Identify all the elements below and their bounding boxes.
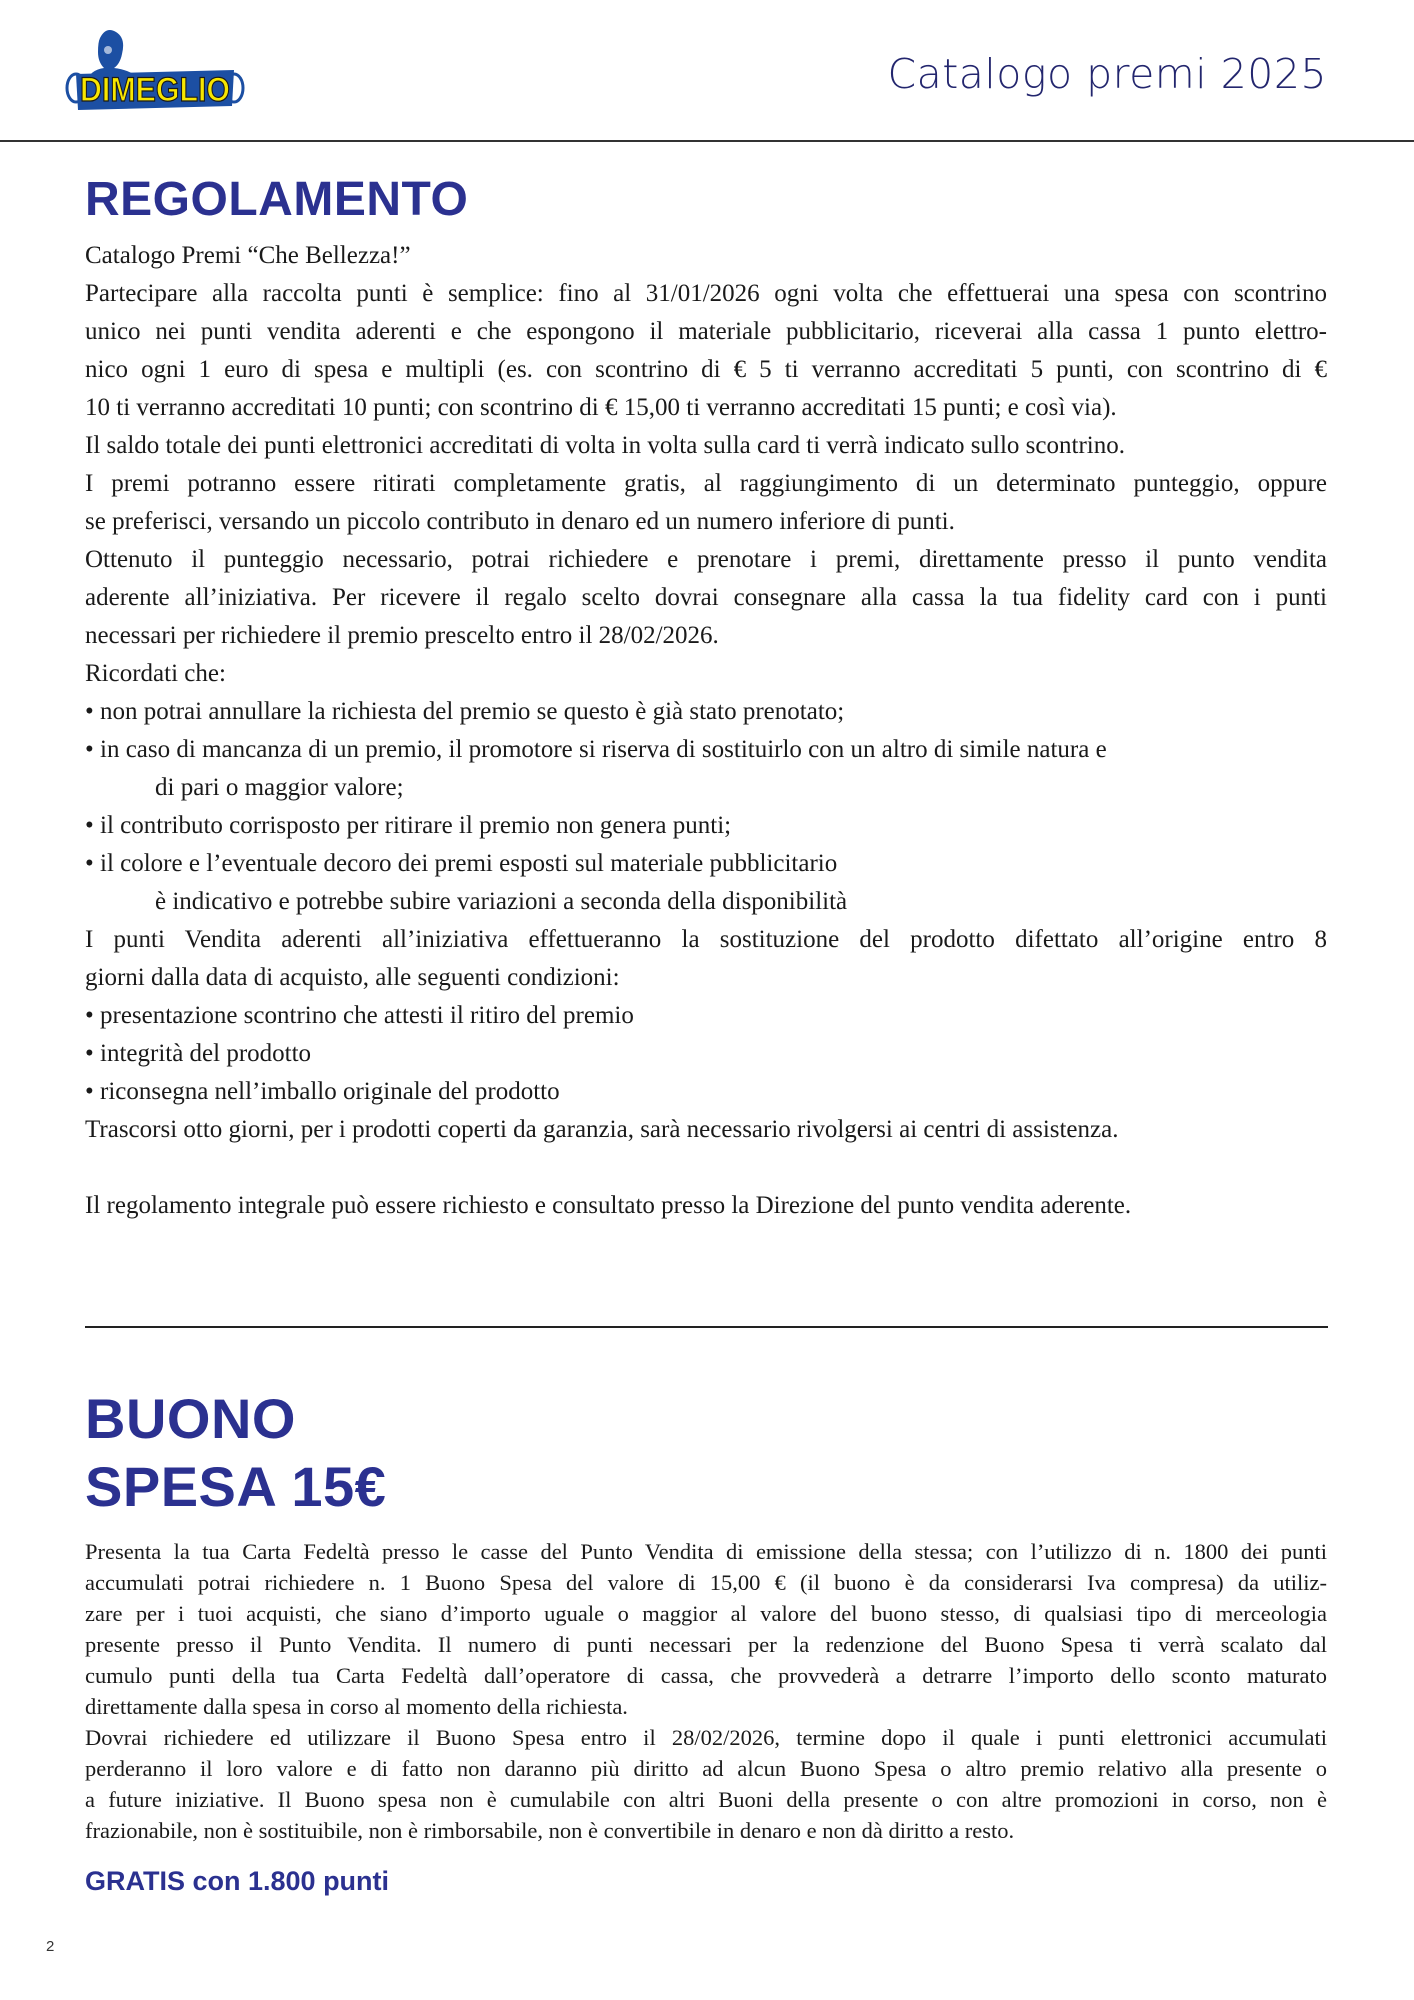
buono-heading-line1: BUONO	[85, 1387, 296, 1450]
buono-line: frazionabile, non è sostituibile, non è rimborsabile, non è convertibile in denaro e non dà diritto a resto.	[85, 1818, 1015, 1843]
regolamento-line: Ottenuto il punteggio necessario, potrai richiedere e prenotare i premi, direttamente presso il punto vendita	[85, 546, 1327, 573]
regolamento-line: Il saldo totale dei punti elettronici accreditati di volta in volta sulla card ti verrà indicato sullo scontrino.	[85, 432, 1125, 459]
header-divider	[0, 140, 1414, 142]
regolamento-line: • il contributo corrisposto per ritirare il premio non genera punti;	[85, 812, 732, 839]
buono-line: cumulo punti della tua Carta Fedeltà dall’operatore di cassa, che provvederà a detrarre l’importo dello sconto maturato	[85, 1663, 1327, 1688]
regolamento-line: • in caso di mancanza di un premio, il promotore si riserva di sostituirlo con un altro di simile natura e	[85, 736, 1107, 763]
regolamento-line: Ricordati che:	[85, 660, 226, 687]
regolamento-line: 10 ti verranno accreditati 10 punti; con scontrino di € 15,00 ti verranno accreditati 15 punti; e così via).	[85, 394, 1117, 421]
buono-line: direttamente dalla spesa in corso al momento della richiesta.	[85, 1694, 628, 1719]
buono-heading-line2: SPESA 15€	[85, 1455, 387, 1518]
buono-line: accumulati potrai richiedere n. 1 Buono Spesa del valore di 15,00 € (il buono è da considerarsi Iva compresa) da utiliz-	[85, 1570, 1327, 1595]
buono-line: perderanno il loro valore e di fatto non daranno più diritto ad alcun Buono Spesa o altro premio relativo alla presente o	[85, 1756, 1327, 1781]
regolamento-line: Trascorsi otto giorni, per i prodotti coperti da garanzia, sarà necessario rivolgersi ai centri di assistenza.	[85, 1116, 1119, 1143]
buono-line: presente presso il Punto Vendita. Il numero di punti necessari per la redenzione del Buono Spesa ti verrà scalato dal	[85, 1632, 1327, 1657]
regolamento-line: è indicativo e potrebbe subire variazioni a seconda della disponibilità	[155, 888, 848, 915]
regolamento-line: necessari per richiedere il premio prescelto entro il 28/02/2026.	[85, 622, 719, 649]
regolamento-line: Catalogo Premi “Che Bellezza!”	[85, 242, 411, 269]
regolamento-text	[85, 237, 1327, 1225]
regolamento-line: Il regolamento integrale può essere richiesto e consultato presso la Direzione del punto vendita aderente.	[85, 1192, 1132, 1219]
regolamento-line	[85, 1149, 1327, 1187]
buono-spesa-heading	[85, 1385, 386, 1521]
regolamento-line: giorni dalla data di acquisto, alle seguenti condizioni:	[85, 964, 620, 991]
regolamento-line: di pari o maggior valore;	[155, 774, 404, 801]
regolamento-line: • il colore e l’eventuale decoro dei premi esposti sul materiale pubblicitario	[85, 850, 838, 877]
regolamento-line: I premi potranno essere ritirati completamente gratis, al raggiungimento di un determinato punteggio, oppure	[85, 470, 1327, 497]
logo-text: DIMEGLIO	[80, 71, 230, 109]
regolamento-line: I punti Vendita aderenti all’iniziativa effettueranno la sostituzione del prodotto difettato all’origine entro 8	[85, 926, 1327, 953]
regolamento-line: nico ogni 1 euro di spesa e multipli (es. con scontrino di € 5 ti verranno accreditati 5 punti, con scontrino di €	[85, 356, 1327, 383]
catalog-title: Catalogo premi 2025	[887, 50, 1327, 98]
buono-line: a future iniziative. Il Buono spesa non è cumulabile con altri Buoni della presente o con altre promozioni in corso, non è	[85, 1787, 1327, 1812]
page-number: 2	[46, 1938, 55, 1955]
regolamento-line: • integrità del prodotto	[85, 1040, 312, 1067]
buono-line: Presenta la tua Carta Fedeltà presso le casse del Punto Vendita di emissione della stessa; con l’utilizzo di n. 1800 dei punti	[85, 1539, 1327, 1564]
regolamento-line: • riconsegna nell’imballo originale del prodotto	[85, 1078, 560, 1105]
buono-spesa-text	[85, 1536, 1327, 1846]
regolamento-line: • presentazione scontrino che attesti il ritiro del premio	[85, 1002, 634, 1029]
regolamento-line: unico nei punti vendita aderenti e che espongono il materiale pubblicitario, riceverai alla cassa 1 punto elettro-	[85, 318, 1327, 345]
regolamento-line: • non potrai annullare la richiesta del premio se questo è già stato prenotato;	[85, 698, 845, 725]
buono-line: Dovrai richiedere ed utilizzare il Buono Spesa entro il 28/02/2026, termine dopo il quale i punti elettronici accumulati	[85, 1725, 1327, 1750]
regolamento-line: Partecipare alla raccolta punti è semplice: fino al 31/01/2026 ogni volta che effettuerai una spesa con scontrino	[85, 280, 1327, 307]
regolamento-heading: REGOLAMENTO	[85, 173, 469, 226]
regolamento-line: se preferisci, versando un piccolo contributo in denaro ed un numero inferiore di punti.	[85, 508, 955, 535]
buono-price: GRATIS con 1.800 punti	[85, 1866, 390, 1896]
buono-line: zare per i tuoi acquisti, che siano d’importo uguale o maggior al valore del buono stesso, di qualsiasi tipo di merceologia	[85, 1601, 1327, 1626]
dimeglio-logo	[62, 28, 247, 118]
section-divider	[85, 1326, 1328, 1328]
regolamento-line: aderente all’iniziativa. Per ricevere il regalo scelto dovrai consegnare alla cassa la tua fidelity card con i punti	[85, 584, 1327, 611]
